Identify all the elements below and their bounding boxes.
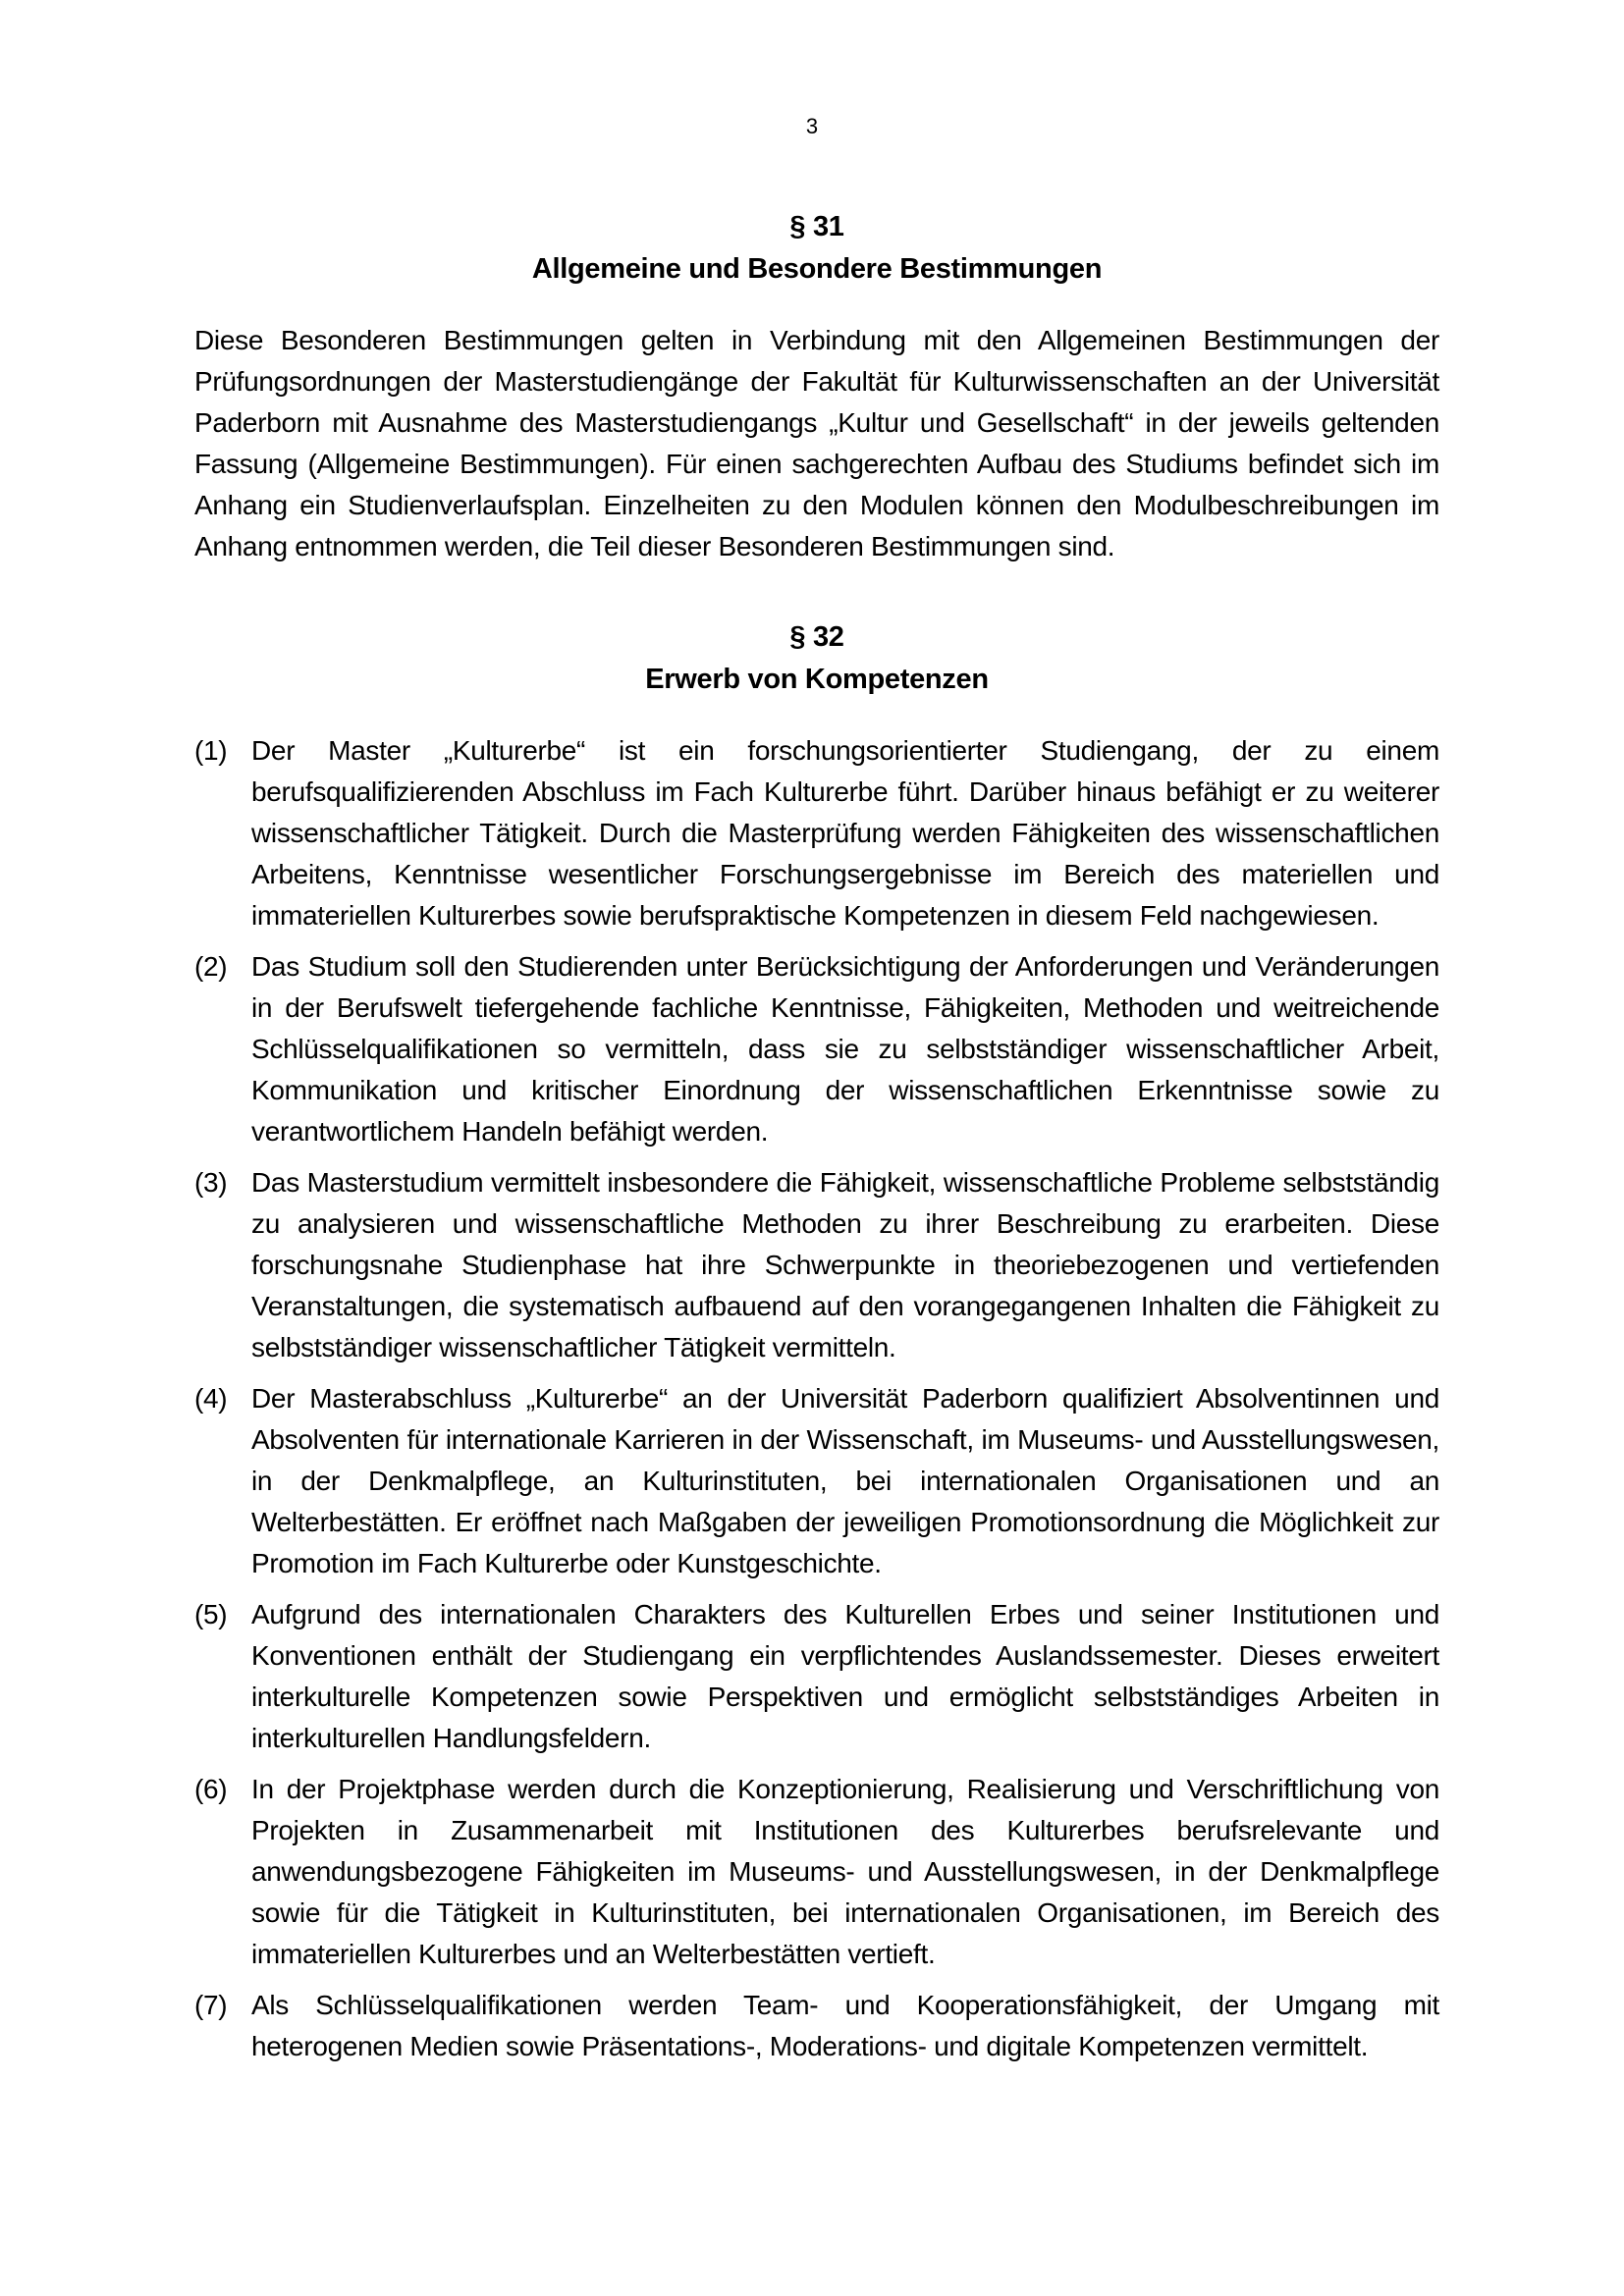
list-item: [194, 1594, 1439, 1759]
list-item-text: Das Masterstudium vermittelt insbesondere die Fähigkeit, wissenschaftliche Probleme selbstständig zu analysieren und wissenschaftliche Methoden zu ihrer Beschreibung zu erarbeiten. Diese forschungsnahe Studienphase hat ihre Schwerpunkte in theoriebezogenen und vertiefenden Veranstaltungen, die systematisch aufbauend auf den vorangegangenen Inhalten die Fähigkeit zu selbstständiger wissenschaftlicher Tätigkeit vermitteln.: [251, 1167, 1439, 1362]
list-item: [194, 1162, 1439, 1368]
list-item-number: (6): [194, 1774, 228, 1804]
page-number: 3: [805, 114, 819, 138]
section-31-number: § 31: [789, 211, 844, 242]
section-32-number: § 32: [789, 621, 844, 653]
list-item: [194, 1378, 1439, 1584]
section-31-paragraph: Diese Besonderen Bestimmungen gelten in Verbindung mit den Allgemeinen Bestimmungen der Prüfungsordnungen der Masterstudiengänge der Fakultät für Kulturwissenschaften an der Universität Paderborn mit Ausnahme des Masterstudiengangs „Kultur und Gesellschaft“ in der jeweils geltenden Fassung (Allgemeine Bestimmungen). Für einen sachgerechten Aufbau des Studiums befindet sich im Anhang ein Studienverlaufsplan. Einzelheiten zu den Modulen können den Modulbeschreibungen im Anhang entnommen werden, die Teil dieser Besonderen Bestimmungen sind.: [194, 325, 1439, 561]
list-item-text: Der Master „Kulturerbe“ ist ein forschungsorientierter Studiengang, der zu einem berufsqualifizierenden Abschluss im Fach Kulturerbe führt. Darüber hinaus befähigt er zu weiterer wissenschaftlicher Tätigkeit. Durch die Masterprüfung werden Fähigkeiten des wissenschaftlichen Arbeitens, Kenntnisse wesentlicher Forschungsergebnisse im Bereich des materiellen und immateriellen Kulturerbes sowie berufspraktische Kompetenzen in diesem Feld nachgewiesen.: [251, 735, 1439, 931]
section-31-title: Allgemeine und Besondere Bestimmungen: [531, 253, 1103, 285]
list-item: [194, 1985, 1439, 2067]
list-item-number: (2): [194, 951, 228, 982]
list-item-text: In der Projektphase werden durch die Konzeptionierung, Realisierung und Verschriftlichung von Projekten in Zusammenarbeit mit Institutionen des Kulturerbes berufsrelevante und anwendungsbezogene Fähigkeiten im Museums- und Ausstellungswesen, in der Denkmalpflege sowie für die Tätigkeit in Kulturinstituten, bei internationalen Organisationen, im Bereich des immateriellen Kulturerbes und an Welterbestätten vertieft.: [251, 1774, 1439, 1969]
section-32-heading: [194, 616, 1439, 701]
list-item: [194, 730, 1439, 936]
list-item-number: (4): [194, 1383, 228, 1414]
section-32-title: Erwerb von Kompetenzen: [645, 664, 989, 695]
list-item-number: (1): [194, 735, 228, 766]
list-item-text: Das Studium soll den Studierenden unter Berücksichtigung der Anforderungen und Veränderungen in der Berufswelt tiefergehende fachliche Kenntnisse, Fähigkeiten, Methoden und weitreichende Schlüsselqualifikationen so vermitteln, dass sie zu selbstständiger wissenschaftlicher Arbeit, Kommunikation und kritischer Einordnung der wissenschaftlichen Erkenntnisse sowie zu verantwortlichem Handeln befähigt werden.: [251, 951, 1439, 1147]
list-item-text: Als Schlüsselqualifikationen werden Team- und Kooperationsfähigkeit, der Umgang mit heterogenen Medien sowie Präsentations-, Moderations- und digitale Kompetenzen vermittelt.: [251, 1990, 1439, 2061]
list-item-number: (7): [194, 1990, 228, 2020]
list-item-text: Der Masterabschluss „Kulturerbe“ an der Universität Paderborn qualifiziert Absolventinnen und Absolventen für internationale Karrieren in der Wissenschaft, im Museums- und Ausstellungswesen, in der Denkmalpflege, an Kulturinstituten, bei internationalen Organisationen und an Welterbestätten. Er eröffnet nach Maßgaben der jeweiligen Promotionsordnung die Möglichkeit zur Promotion im Fach Kulturerbe oder Kunstgeschichte.: [251, 1383, 1439, 1578]
section-32-list: [194, 730, 1439, 2077]
section-31-heading: [194, 206, 1439, 291]
list-item-number: (3): [194, 1167, 228, 1198]
list-item-number: (5): [194, 1599, 228, 1629]
section-31-body: [194, 320, 1439, 567]
list-item-text: Aufgrund des internationalen Charakters des Kulturellen Erbes und seiner Institutionen und Konventionen enthält der Studiengang ein verpflichtendes Auslandssemester. Dieses erweitert interkulturelle Kompetenzen sowie Perspektiven und ermöglicht selbstständiges Arbeiten in interkulturellen Handlungsfeldern.: [251, 1599, 1439, 1753]
list-item: [194, 1769, 1439, 1975]
list-item: [194, 946, 1439, 1152]
